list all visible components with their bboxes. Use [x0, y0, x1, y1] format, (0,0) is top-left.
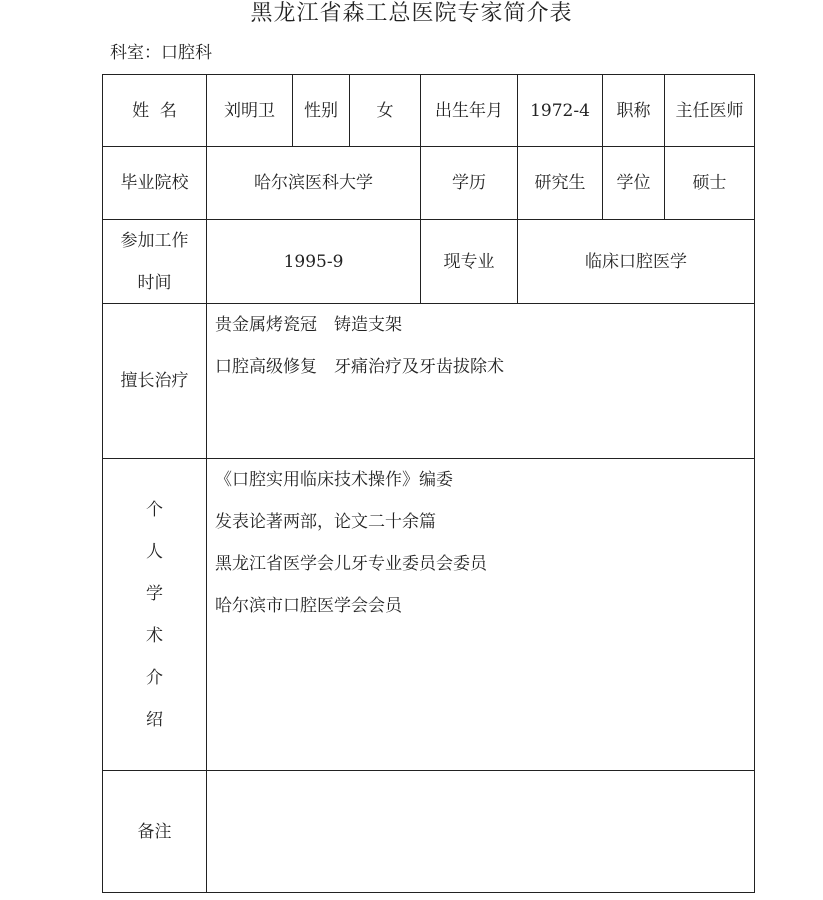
education-value: 研究生 [517, 146, 603, 220]
school-value: 哈尔滨医科大学 [206, 146, 421, 220]
specialty-line: 口腔高级修复 牙痛治疗及牙齿拔除术 [215, 357, 504, 377]
specialty-line: 贵金属烤瓷冠 铸造支架 [215, 315, 402, 335]
department: 科室：口腔科 [110, 43, 212, 63]
birth-value: 1972-4 [517, 74, 603, 147]
academic-label-char: 介 [146, 667, 163, 688]
gender-value: 女 [349, 74, 421, 147]
name-value: 刘明卫 [206, 74, 293, 147]
gender-label: 性别 [292, 74, 350, 147]
name-label: 姓 名 [102, 74, 207, 147]
document-title: 黑龙江省森工总医院专家简介表 [250, 1, 573, 26]
job-title-label: 职称 [602, 74, 665, 147]
academic-line: 《口腔实用临床技术操作》编委 [215, 470, 453, 490]
academic-label-char: 术 [146, 625, 163, 646]
school-label: 毕业院校 [102, 146, 207, 220]
academic-label-char: 绍 [146, 709, 163, 730]
remarks-label: 备注 [102, 770, 207, 893]
job-title-value: 主任医师 [664, 74, 755, 147]
education-label: 学历 [420, 146, 518, 220]
work-start-label-line: 时间 [137, 272, 172, 293]
academic-label-char: 个 [146, 499, 163, 520]
academic-content [206, 458, 755, 771]
academic-label-char: 人 [146, 541, 163, 562]
major-value: 临床口腔医学 [517, 219, 755, 304]
academic-label [102, 458, 207, 771]
work-start-value: 1995-9 [206, 219, 421, 304]
major-label: 现专业 [420, 219, 518, 304]
work-start-label-line: 参加工作 [120, 230, 189, 251]
specialty-content [206, 303, 755, 459]
academic-line: 发表论著两部，论文二十余篇 [215, 512, 436, 532]
academic-line: 黑龙江省医学会儿牙专业委员会委员 [215, 554, 487, 574]
degree-value: 硕士 [664, 146, 755, 220]
specialty-label: 擅长治疗 [102, 303, 207, 459]
remarks-value [206, 770, 755, 893]
academic-line: 哈尔滨市口腔医学会会员 [215, 596, 402, 616]
birth-label: 出生年月 [420, 74, 518, 147]
degree-label: 学位 [602, 146, 665, 220]
academic-label-char: 学 [146, 583, 163, 604]
work-start-label [102, 219, 207, 304]
